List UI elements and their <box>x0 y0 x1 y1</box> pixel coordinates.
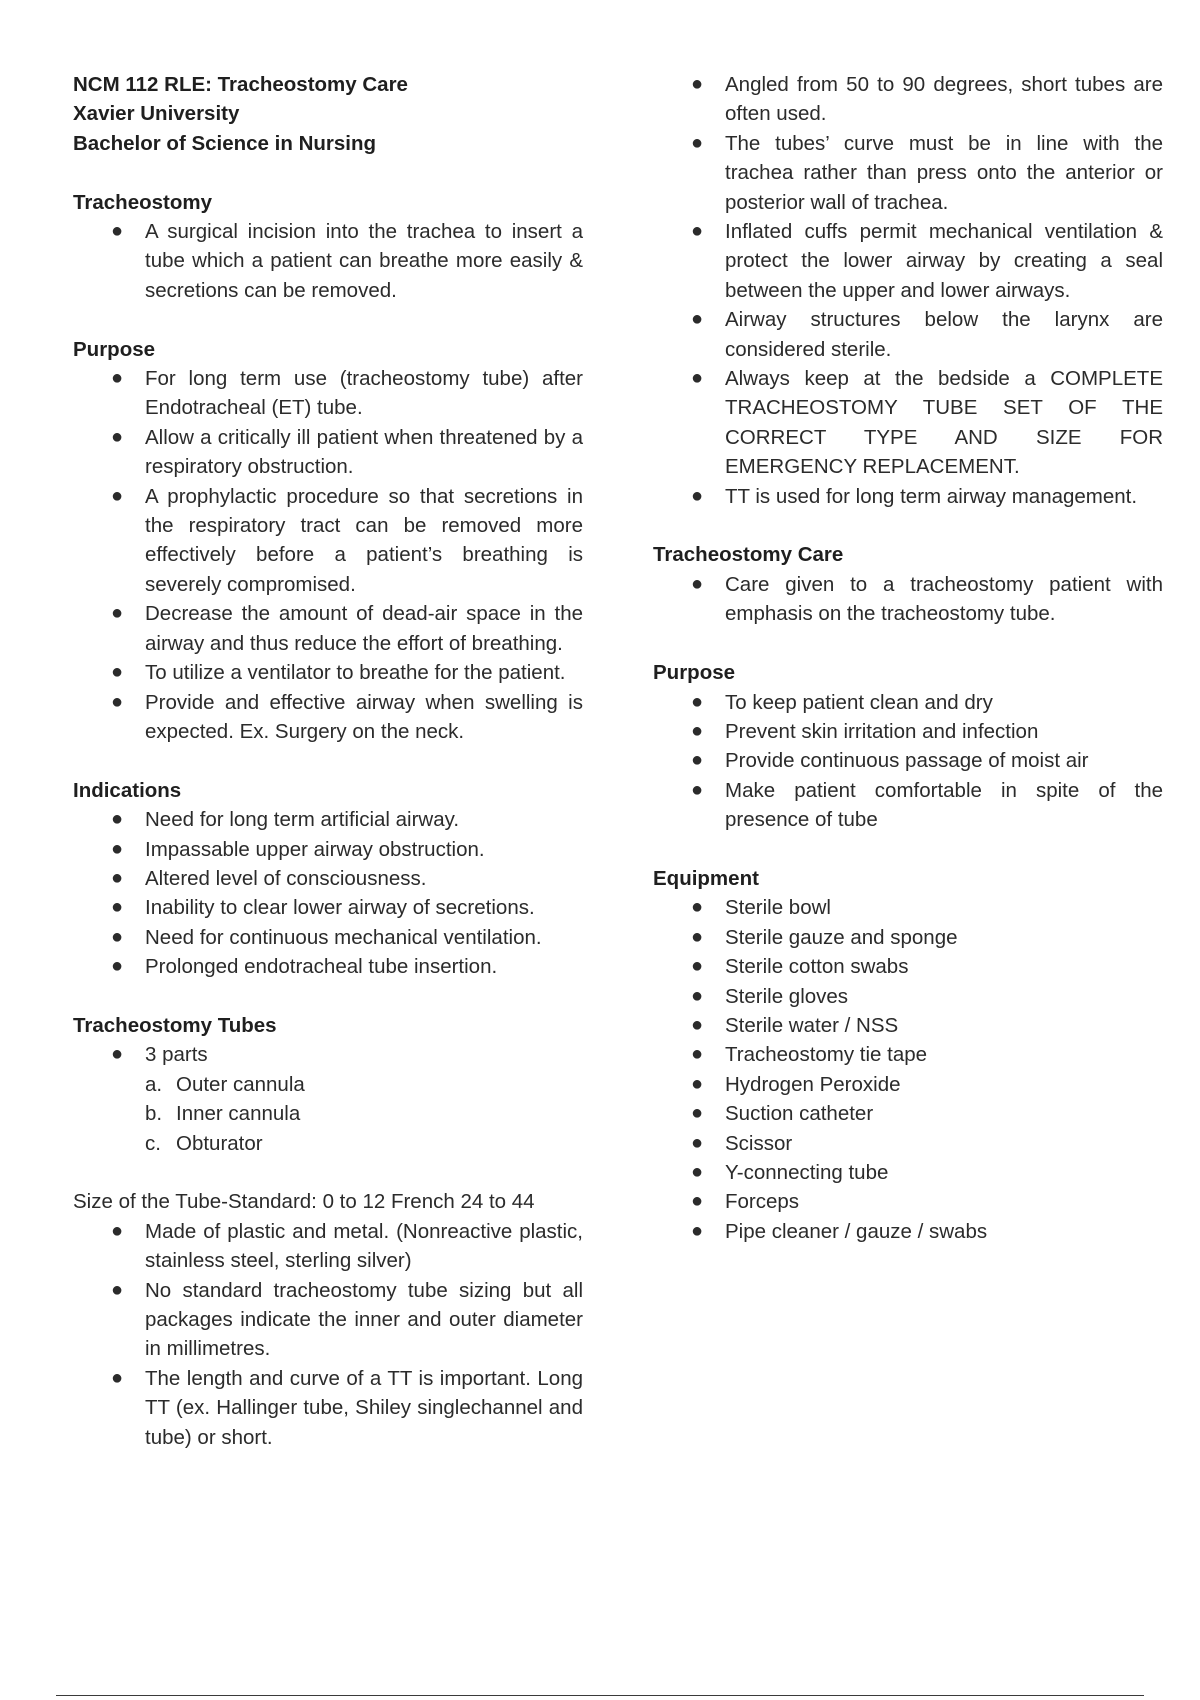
bullet-icon: ● <box>111 896 124 919</box>
bullet-icon: ● <box>691 308 704 331</box>
list-item <box>653 688 1163 717</box>
bullet-icon: ● <box>111 367 124 390</box>
bullet-icon: ● <box>691 1190 704 1213</box>
list-item-text: A prophylactic procedure so that secretions in the respiratory tract can be removed more effectively before a patient’s breathing is severely compromised. <box>145 484 583 596</box>
list-item-text: Sterile water / NSS <box>725 1013 899 1037</box>
list-item <box>73 1276 583 1364</box>
section-heading-equipment: Equipment <box>653 866 759 890</box>
bullet-icon: ● <box>111 955 124 978</box>
list-item <box>73 1217 583 1276</box>
list-item <box>73 688 583 747</box>
list-item-text: Inability to clear lower airway of secretions. <box>145 896 535 920</box>
list-item <box>653 1187 1163 1216</box>
list-item <box>653 305 1163 364</box>
tubes-list <box>73 1040 583 1069</box>
bullet-icon: ● <box>691 719 704 742</box>
list-item <box>653 217 1163 305</box>
list-item <box>653 129 1163 217</box>
list-item <box>73 217 583 305</box>
list-item-text: Sterile gloves <box>725 984 849 1008</box>
list-item <box>653 1217 1163 1246</box>
list-item <box>73 482 583 600</box>
section-heading-tracheostomy-tubes: Tracheostomy Tubes <box>73 1013 277 1037</box>
list-item <box>73 893 583 922</box>
tube-details-list <box>653 70 1163 511</box>
sub-list-text: Obturator <box>176 1131 263 1155</box>
list-item-text: Tracheostomy tie tape <box>725 1043 928 1067</box>
list-item <box>73 923 583 952</box>
list-item-text: Y-connecting tube <box>725 1160 889 1184</box>
list-item-text: Made of plastic and metal. (Nonreactive plastic, stainless steel, sterling silver) <box>145 1219 583 1273</box>
list-item-text: Hydrogen Peroxide <box>725 1072 901 1096</box>
list-item-text: No standard tracheostomy tube sizing but all packages indicate the inner and outer diameter in millimetres. <box>145 1278 583 1361</box>
sub-list-letter: b. <box>145 1102 163 1126</box>
list-item-text: Forceps <box>725 1190 800 1214</box>
list-item <box>73 1364 583 1452</box>
list-item <box>73 423 583 482</box>
list-item-text: Sterile cotton swabs <box>725 955 909 979</box>
bullet-icon: ● <box>691 1072 704 1095</box>
bullet-icon: ● <box>111 866 124 889</box>
list-item <box>653 1129 1163 1158</box>
list-item-text: A surgical incision into the trachea to insert a tube which a patient can breathe more easily & secretions can be removed. <box>145 220 583 302</box>
list-item-text: Need for continuous mechanical ventilation. <box>145 925 542 949</box>
list-item <box>653 364 1163 482</box>
bullet-icon: ● <box>691 690 704 713</box>
list-item <box>653 776 1163 835</box>
list-item-text: Prolonged endotracheal tube insertion. <box>145 955 498 979</box>
list-item-text: Impassable upper airway obstruction. <box>145 837 485 861</box>
list-item <box>73 599 583 658</box>
bullet-icon: ● <box>111 808 124 831</box>
bullet-icon: ● <box>691 1131 704 1154</box>
list-item-text: The tubes’ curve must be in line with the trachea rather than press onto the anterior or posterior wall of trachea. <box>725 131 1163 214</box>
bullet-icon: ● <box>111 661 124 684</box>
care-list <box>653 570 1163 629</box>
list-item-text: Need for long term artificial airway. <box>145 808 460 832</box>
bullet-icon: ● <box>111 1366 124 1389</box>
school-name: Xavier University <box>73 102 240 126</box>
bullet-icon: ● <box>691 572 704 595</box>
section-heading-indications: Indications <box>73 778 182 802</box>
bullet-icon: ● <box>691 1043 704 1066</box>
list-item-text: Make patient comfortable in spite of the presence of tube <box>725 778 1163 832</box>
sub-list-item <box>73 1099 583 1128</box>
list-item-text: Care given to a tracheostomy patient with emphasis on the tracheostomy tube. <box>725 572 1163 626</box>
bullet-icon: ● <box>111 837 124 860</box>
bullet-icon: ● <box>111 1278 124 1301</box>
list-item-text: To utilize a ventilator to breathe for the patient. <box>145 661 566 685</box>
bullet-icon: ● <box>691 896 704 919</box>
list-item-text: Suction catheter <box>725 1102 874 1126</box>
list-item <box>653 70 1163 129</box>
list-item-text: Provide continuous passage of moist air <box>725 749 1089 773</box>
bullet-icon: ● <box>691 220 704 243</box>
list-item <box>73 952 583 981</box>
list-item-text: To keep patient clean and dry <box>725 690 993 714</box>
list-item-text: Sterile gauze and sponge <box>725 925 958 949</box>
list-item <box>653 482 1163 511</box>
bullet-icon: ● <box>691 749 704 772</box>
purpose-list <box>73 364 583 746</box>
list-item <box>73 835 583 864</box>
list-item-text: Altered level of consciousness. <box>145 866 427 890</box>
sub-list-text: Outer cannula <box>176 1072 305 1096</box>
sub-list-item <box>73 1070 583 1099</box>
list-item-text: Inflated cuffs permit mechanical ventilation & protect the lower airway by creating a seal between the upper and lower airways. <box>725 220 1163 302</box>
section-heading-purpose: Purpose <box>73 337 156 361</box>
list-item-text: For long term use (tracheostomy tube) after Endotracheal (ET) tube. <box>145 367 583 420</box>
right-column <box>653 70 1163 1246</box>
list-item <box>653 1011 1163 1040</box>
equipment-list <box>653 893 1163 1246</box>
list-item <box>653 1040 1163 1069</box>
list-item <box>653 1158 1163 1187</box>
program-name: Bachelor of Science in Nursing <box>73 131 377 155</box>
list-item <box>73 1040 583 1069</box>
course-title: NCM 112 RLE: Tracheostomy Care <box>73 73 408 96</box>
sub-list-letter: a. <box>145 1072 163 1096</box>
bullet-icon: ● <box>691 73 704 95</box>
bullet-icon: ● <box>691 367 704 390</box>
list-item <box>73 364 583 423</box>
list-item <box>73 805 583 834</box>
list-item-text: Provide and effective airway when swelling is expected. Ex. Surgery on the neck. <box>145 690 583 743</box>
list-item-text: Scissor <box>725 1131 793 1155</box>
bullet-icon: ● <box>691 484 704 507</box>
section-heading-care-purpose: Purpose <box>653 661 736 685</box>
bullet-icon: ● <box>111 425 124 448</box>
indications-list <box>73 805 583 981</box>
list-item <box>653 893 1163 922</box>
section-heading-tracheostomy: Tracheostomy <box>73 190 212 214</box>
list-item <box>73 864 583 893</box>
bullet-icon: ● <box>691 984 704 1007</box>
list-item-text: Always keep at the bedside a COMPLETE TRACHEOSTOMY TUBE SET OF THE CORRECT TYPE AND SIZE FOR EMERGENCY REPLACEMENT. <box>725 367 1163 479</box>
tracheostomy-list <box>73 217 583 305</box>
list-item-text: Decrease the amount of dead-air space in the airway and thus reduce the effort of breathing. <box>145 602 583 655</box>
list-item-text: TT is used for long term airway management. <box>725 484 1138 508</box>
list-item-text: Pipe cleaner / gauze / swabs <box>725 1219 988 1243</box>
list-item-text: Angled from 50 to 90 degrees, short tubes are often used. <box>725 73 1163 126</box>
list-item-text: Sterile bowl <box>725 896 831 920</box>
section-heading-tracheostomy-care: Tracheostomy Care <box>653 543 844 567</box>
list-item <box>653 570 1163 629</box>
list-item <box>653 1070 1163 1099</box>
footer-divider <box>56 1695 1144 1696</box>
list-item-text: The length and curve of a TT is important. Long TT (ex. Hallinger tube, Shiley singlechannel and tube) or short. <box>145 1366 583 1449</box>
bullet-icon: ● <box>691 925 704 948</box>
bullet-icon: ● <box>111 602 124 625</box>
sub-list-item <box>73 1129 583 1158</box>
list-item-text: Airway structures below the larynx are considered sterile. <box>725 308 1163 361</box>
list-item <box>653 717 1163 746</box>
bullet-icon: ● <box>111 484 124 507</box>
list-item <box>653 952 1163 981</box>
bullet-icon: ● <box>111 690 124 713</box>
bullet-icon: ● <box>691 778 704 801</box>
bullet-icon: ● <box>691 955 704 978</box>
list-item <box>653 746 1163 775</box>
bullet-icon: ● <box>691 131 704 154</box>
tube-size-line: Size of the Tube-Standard: 0 to 12 French 24 to 44 <box>73 1190 535 1214</box>
tube-size-list <box>73 1217 583 1452</box>
bullet-icon: ● <box>691 1219 704 1242</box>
list-item <box>653 1099 1163 1128</box>
list-item-text: Allow a critically ill patient when threatened by a respiratory obstruction. <box>145 425 583 479</box>
sub-list-text: Inner cannula <box>176 1102 301 1126</box>
bullet-icon: ● <box>111 1043 124 1066</box>
list-item-text: Prevent skin irritation and infection <box>725 719 1039 743</box>
list-item-text: 3 parts <box>145 1043 208 1067</box>
list-item <box>73 658 583 687</box>
care-purpose-list <box>653 688 1163 835</box>
left-column <box>73 70 583 1452</box>
bullet-icon: ● <box>691 1013 704 1036</box>
bullet-icon: ● <box>111 220 124 243</box>
list-item <box>653 923 1163 952</box>
sub-list-letter: c. <box>145 1131 161 1155</box>
bullet-icon: ● <box>111 925 124 948</box>
tube-parts-list <box>73 1070 583 1158</box>
bullet-icon: ● <box>111 1219 124 1242</box>
list-item <box>653 982 1163 1011</box>
bullet-icon: ● <box>691 1102 704 1125</box>
bullet-icon: ● <box>691 1160 704 1183</box>
